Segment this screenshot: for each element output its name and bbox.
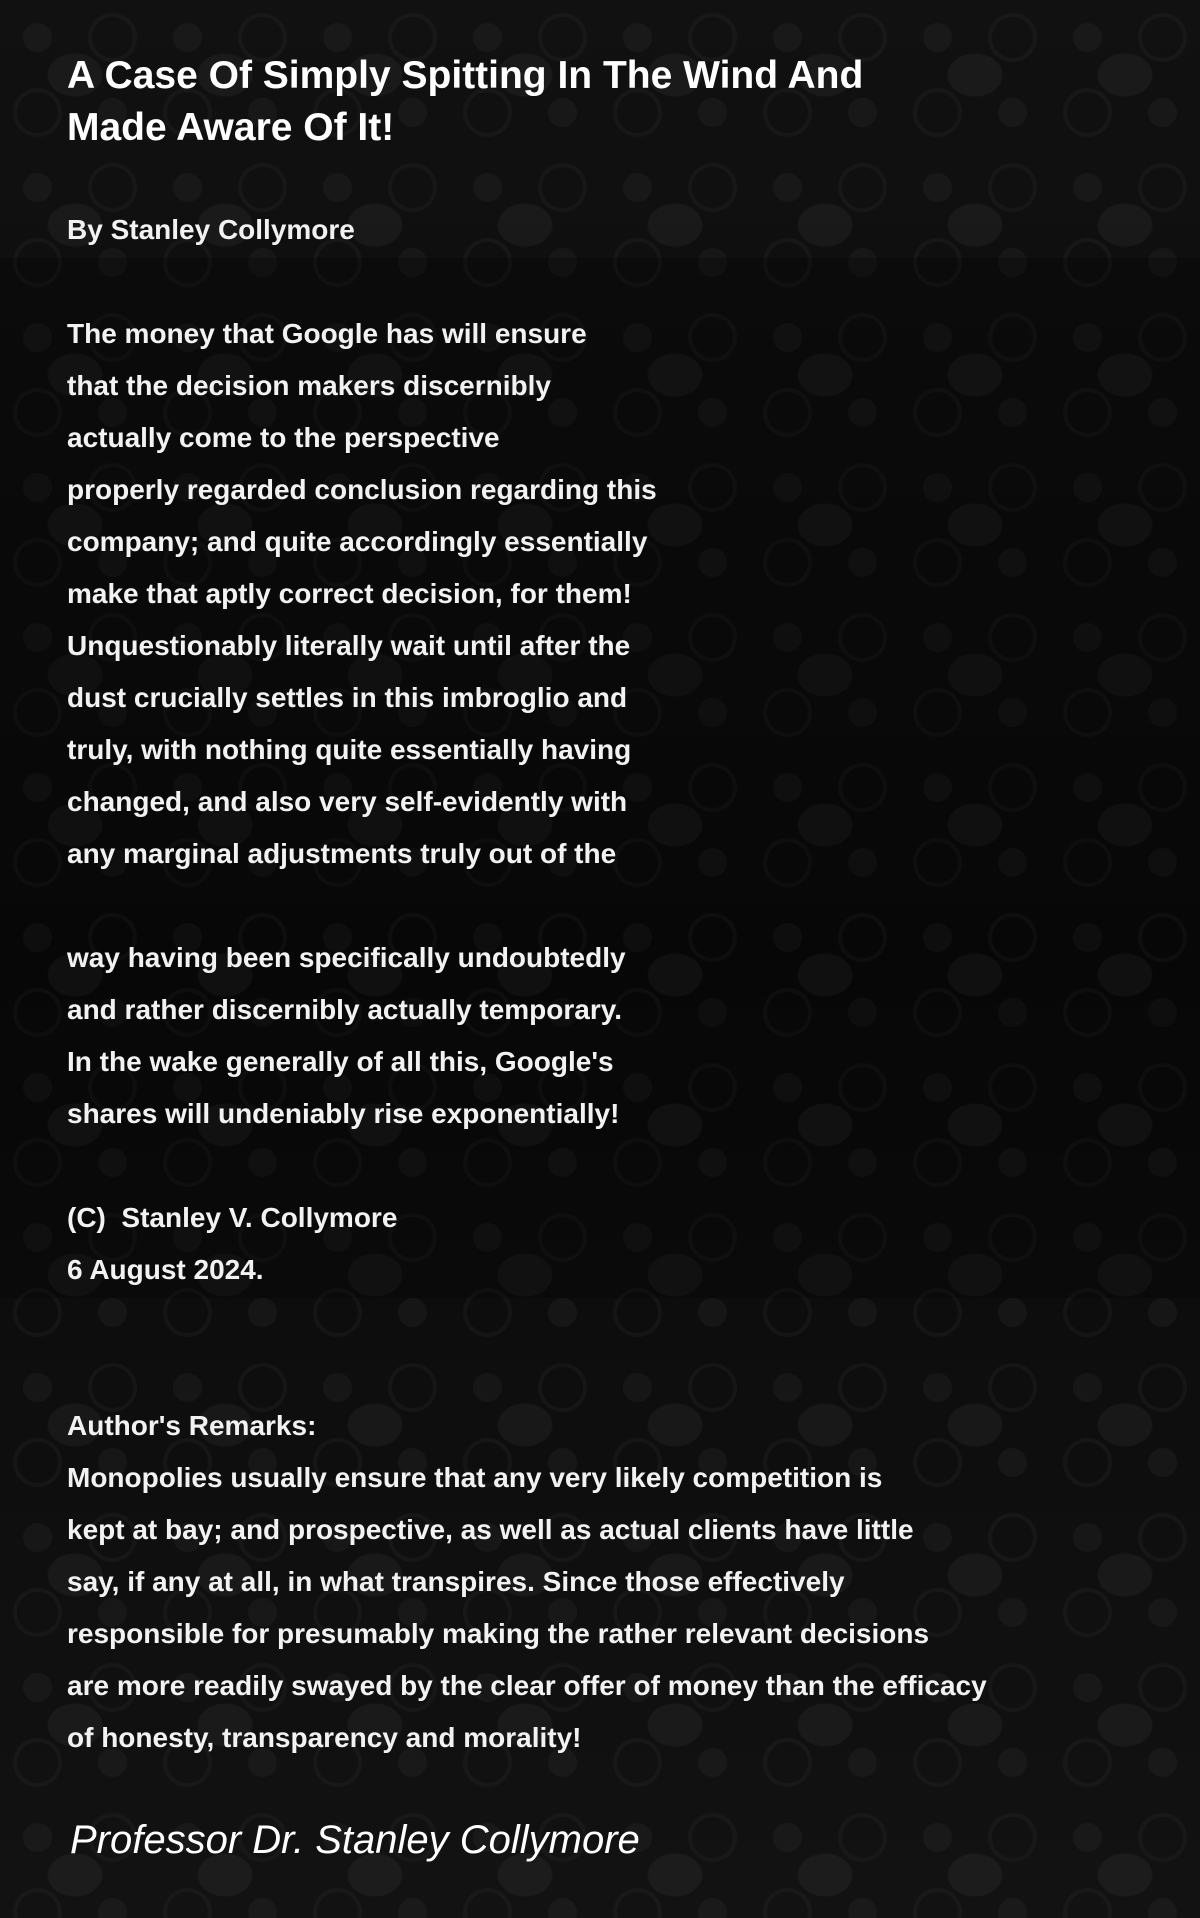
- remarks-line: kept at bay; and prospective, as well as actual clients have little: [67, 1514, 914, 1545]
- poem-line: changed, and also very self-evidently with: [67, 786, 628, 817]
- copyright-notice: [67, 1192, 1147, 1296]
- spacer: [67, 1140, 1147, 1192]
- stanza-1: [67, 308, 1147, 880]
- poem-content: [67, 50, 1147, 1764]
- remarks-line: of honesty, transparency and morality!: [67, 1722, 582, 1753]
- poem-byline: By Stanley Collymore: [67, 214, 355, 245]
- poem-line: truly, with nothing quite essentially having: [67, 734, 632, 765]
- poem-line: any marginal adjustments truly out of the: [67, 838, 617, 869]
- spacer: [67, 256, 1147, 308]
- poem-line: properly regarded conclusion regarding this: [67, 474, 657, 505]
- poem-line: company; and quite accordingly essentially: [67, 526, 648, 557]
- title-line: Made Aware Of It!: [67, 106, 395, 149]
- remarks-line: are more readily swayed by the clear offer of money than the efficacy: [67, 1670, 987, 1701]
- stanza-2: [67, 932, 1147, 1140]
- poem-line: make that aptly correct decision, for them!: [67, 578, 632, 609]
- poem-line: that the decision makers discernibly: [67, 370, 551, 401]
- poem-title: [67, 50, 1147, 154]
- poem-line: dust crucially settles in this imbroglio and: [67, 682, 628, 713]
- remarks-line: say, if any at all, in what transpires. Since those effectively: [67, 1566, 845, 1597]
- remarks-line: Monopolies usually ensure that any very likely competition is: [67, 1462, 883, 1493]
- spacer: [67, 880, 1147, 932]
- remarks-line: responsible for presumably making the rather relevant decisions: [67, 1618, 930, 1649]
- author-remarks: [67, 1400, 1147, 1764]
- poem-line: Unquestionably literally wait until after the: [67, 630, 631, 661]
- copyright-line: (C) Stanley V. Collymore: [67, 1202, 398, 1233]
- poem-line: and rather discernibly actually temporary.: [67, 994, 623, 1025]
- remarks-heading: Author's Remarks:: [67, 1410, 317, 1441]
- poem-line: actually come to the perspective: [67, 422, 500, 453]
- title-line: A Case Of Simply Spitting In The Wind And: [67, 54, 864, 97]
- poem-line: In the wake generally of all this, Google's: [67, 1046, 614, 1077]
- poem-line: The money that Google has will ensure: [67, 318, 587, 349]
- author-signature: Professor Dr. Stanley Collymore: [70, 1818, 640, 1862]
- poem-line: way having been specifically undoubtedly: [67, 942, 626, 973]
- date-line: 6 August 2024.: [67, 1254, 264, 1285]
- spacer: [67, 1296, 1147, 1348]
- spacer: [67, 1348, 1147, 1400]
- poem-line: shares will undeniably rise exponentially!: [67, 1098, 620, 1129]
